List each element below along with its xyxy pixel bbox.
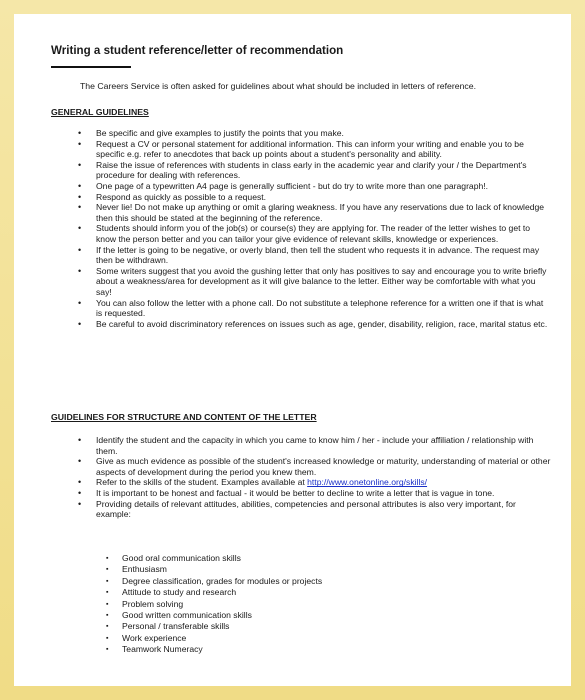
list-item: • Request a CV or personal statement for additional information. This can inform your writing and enable you to be specific e.g. refer to anecdotes that back up points about a student's personality and ability. [51,139,551,160]
sublist-item: ▪ Good oral communication skills [51,553,322,564]
sublist-item: ▪ Enthusiasm [51,564,322,575]
list-item: • Be careful to avoid discriminatory references on issues such as age, gender, disability, religion, race, marital status etc. [51,319,551,330]
structure-guidelines-list [51,435,551,520]
sublist-item: ▪ Personal / transferable skills [51,621,322,632]
document-page [14,14,571,686]
title-underline [51,66,131,68]
sublist-item: ▪ Work experience [51,633,322,644]
sublist-item: ▪ Good written communication skills [51,610,322,621]
list-item: • Raise the issue of references with students in class early in the academic year and clarify your / the Department's procedure for dealing with references. [51,160,551,181]
list-item: • Give as much evidence as possible of the student's increased knowledge or maturity, understanding of material or other aspects of development during the period you knew them. [51,456,551,477]
list-item: • One page of a typewritten A4 page is generally sufficient - but do try to write more than one paragraph!. [51,181,551,192]
sublist-item: ▪ Problem solving [51,599,322,610]
list-item: • It is important to be honest and factual - it would be better to decline to write a letter that is vague in tone. [51,488,551,499]
list-item: • Providing details of relevant attitudes, abilities, competencies and personal attributes is also very important, for example: [51,499,551,520]
attributes-sublist [51,553,322,656]
sublist-item: ▪ Teamwork Numeracy [51,644,322,655]
sublist-item: ▪ Attitude to study and research [51,587,322,598]
general-guidelines-list [51,128,551,329]
document-title: Writing a student reference/letter of recommendation [51,44,344,57]
list-item: • If the letter is going to be negative, or overly bland, then tell the student who requests it in advance. The request may then be withdrawn. [51,245,551,266]
list-item: • Some writers suggest that you avoid the gushing letter that only has positives to say and encourage you to write briefly about a weakness/area for development as it will give balance to the letter. Either way be comfortable with what you say! [51,266,551,298]
list-item: • Identify the student and the capacity in which you came to know him / her - include your affiliation / relationship with them. [51,435,551,456]
intro-paragraph: The Careers Service is often asked for guidelines about what should be included in letters of reference. [80,81,476,91]
section-heading-structure: GUIDELINES FOR STRUCTURE AND CONTENT OF THE LETTER [51,412,317,422]
list-item: • Never lie! Do not make up anything or omit a glaring weakness. If you have any reservations due to lack of knowledge then this should be stated at the beginning of the reference. [51,202,551,223]
list-item: • You can also follow the letter with a phone call. Do not substitute a telephone reference for a written one if that is what is requested. [51,298,551,319]
list-item [51,477,551,488]
list-item: • Respond as quickly as possible to a request. [51,192,551,203]
skills-link[interactable]: http://www.onetonline.org/skills/ [307,477,428,488]
list-item-text: Refer to the skills of the student. Examples available at [96,477,308,488]
list-item: • Be specific and give examples to justify the points that you make. [51,128,551,139]
list-item: • Students should inform you of the job(s) or course(s) they are applying for. The reader of the letter wishes to get to know the person better and you can tailor your give evidence of relevant skills, knowledge or experiences. [51,223,551,244]
section-heading-general: GENERAL GUIDELINES [51,107,149,117]
sublist-item: ▪ Degree classification, grades for modules or projects [51,576,322,587]
